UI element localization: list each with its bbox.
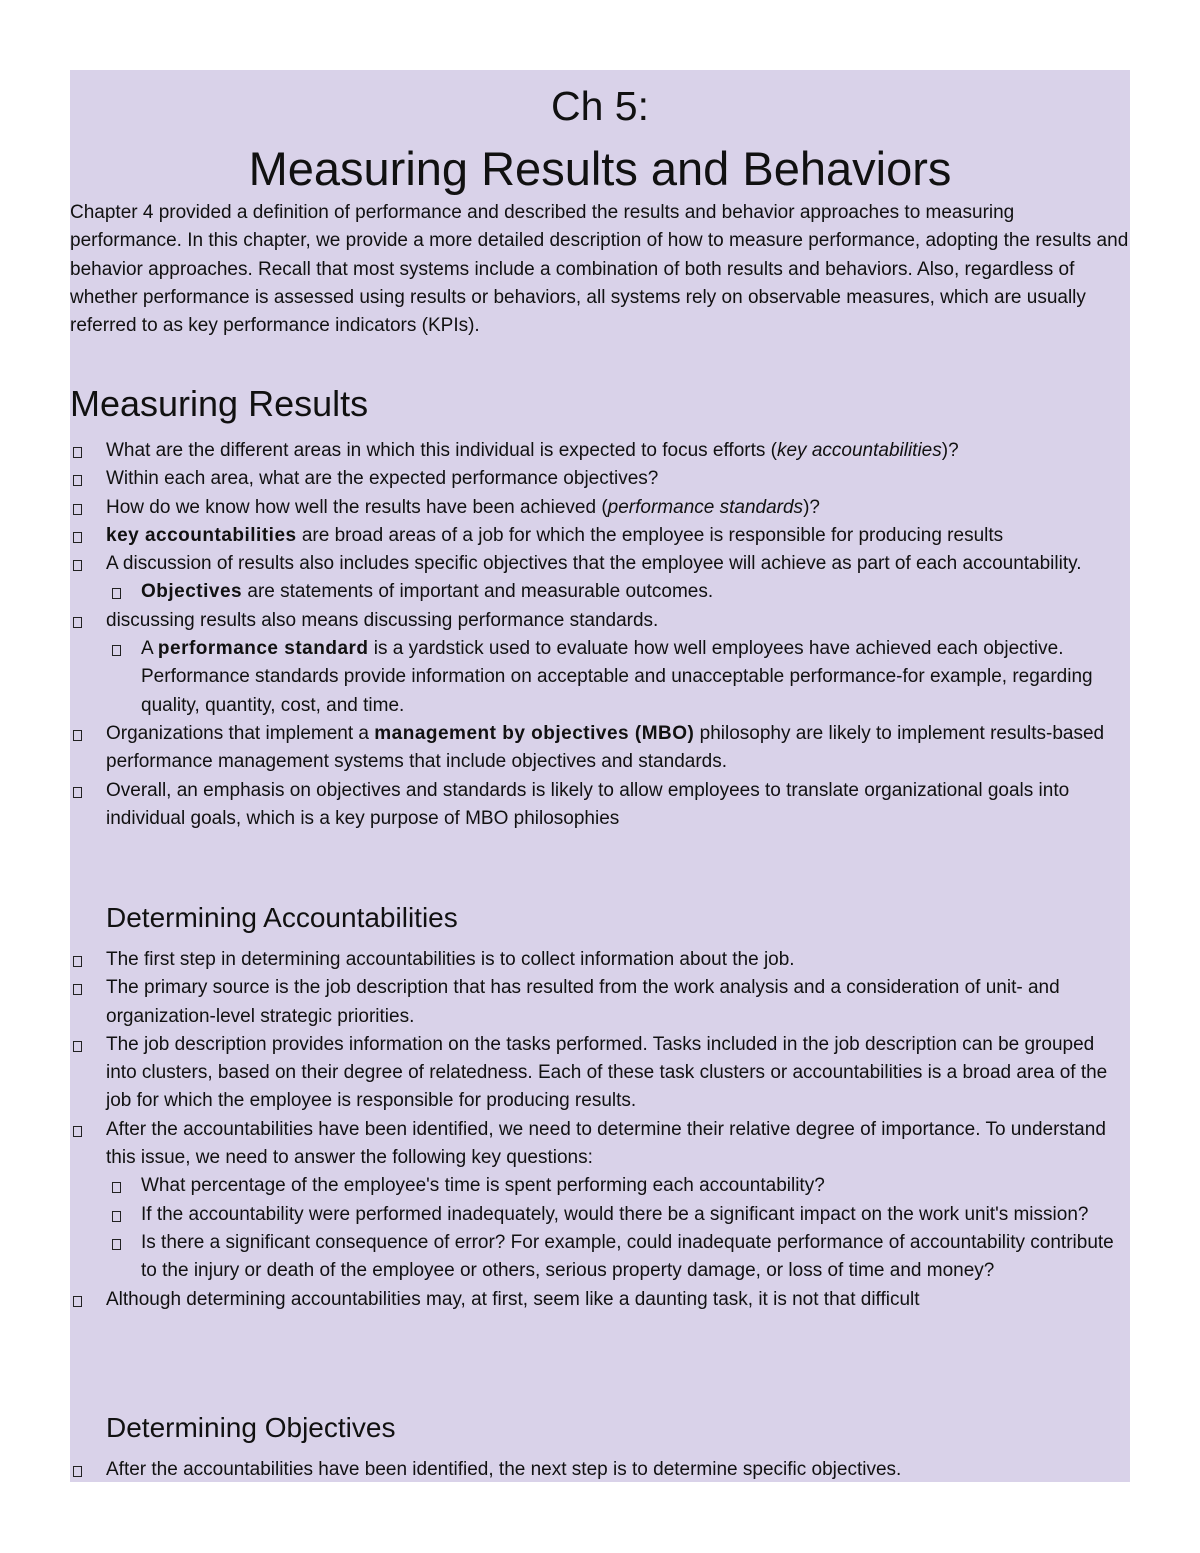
item-text: A (141, 638, 158, 660)
intro-paragraph: Chapter 4 provided a definition of performance and described the results and behavior approaches to measuring performance. In this chapter, we provide a more detailed description of how to measure performance, adopting the results and behavior approaches. Recall that most systems include a combination of both results and behaviors. Also, regardless of whether performance is assessed using results or behaviors, all systems rely on observable measures, which are usually referred to as key performance indicators (KPIs). (70, 202, 1129, 337)
sub-list-item (70, 1201, 1130, 1229)
item-text: What percentage of the employee's time is spent performing each accountability? (141, 1175, 825, 1197)
square-bullet-icon (73, 447, 82, 458)
item-text: are broad areas of a job for which the employee is responsible for producing results (296, 524, 1004, 546)
list-item (70, 946, 1130, 974)
item-text: The primary source is the job description that has resulted from the work analysis and a consideration of unit- and organization-level strategic priorities. (106, 977, 1060, 1027)
item-text: After the accountabilities have been identified, the next step is to determine specific objectives. (106, 1459, 902, 1480)
list-item (70, 1456, 1130, 1484)
list-item (70, 1116, 1130, 1173)
sub-list-item (70, 1229, 1130, 1286)
item-text: Although determining accountabilities may, at first, seem like a daunting task, it is not that difficult (106, 1288, 920, 1310)
list-item (70, 607, 1130, 635)
list-item (70, 974, 1130, 1031)
square-bullet-icon (73, 984, 82, 995)
item-text: is a yardstick used to evaluate how well employees have achieved each objective. Performance standards provide information on acceptable and unacceptable performance-for example, regarding quality, quantity, cost, and time. (141, 638, 1093, 716)
section-heading-measuring-results: Measuring Results (70, 383, 369, 424)
sub-list-item (70, 578, 1130, 606)
sub-list-item (70, 1172, 1130, 1200)
square-bullet-icon (112, 1211, 121, 1222)
sub-list-item (70, 635, 1130, 720)
bullet-list-determining-accountabilities (70, 946, 1130, 1314)
item-text: After the accountabilities have been identified, we need to determine their relative degree of importance. To understand this issue, we need to answer the following key questions: (106, 1118, 1106, 1169)
chapter-number: Ch 5: (551, 83, 649, 129)
item-text: If the accountability were performed inadequately, would there be a significant impact on the work unit's mission? (141, 1203, 1089, 1225)
section-heading-determining-accountabilities: Determining Accountabilities (106, 902, 458, 933)
list-item (70, 550, 1130, 578)
list-item (70, 720, 1130, 777)
section-heading-determining-objectives: Determining Objectives (106, 1412, 396, 1443)
square-bullet-icon (73, 504, 82, 515)
italic-term: performance standards (607, 496, 804, 518)
list-item (70, 777, 1130, 834)
item-text: philosophy are likely to implement results-based performance management systems that include objectives and standards. (106, 722, 1105, 773)
bold-term: performance standard (157, 638, 369, 660)
list-item (70, 465, 1130, 493)
bold-term: management by objectives (MBO) (374, 722, 695, 744)
square-bullet-icon (112, 1239, 121, 1250)
item-text: Overall, an emphasis on objectives and standards is likely to allow employees to translate organizational goals into individual goals, which is a key purpose of MBO philosophies (106, 779, 1070, 829)
square-bullet-icon (73, 617, 82, 628)
item-text: The job description provides information on the tasks performed. Tasks included in the job description can be grouped into clusters, based on their degree of relatedness. Each of these task clusters or accountabilities is a broad area of the job for which the employee is responsible for producing results. (106, 1033, 1108, 1112)
item-text: discussing results also means discussing performance standards. (106, 609, 659, 631)
square-bullet-icon (73, 730, 82, 741)
chapter-title: Measuring Results and Behaviors (248, 142, 952, 195)
square-bullet-icon (73, 532, 82, 543)
item-text: are statements of important and measurable outcomes. (242, 581, 714, 603)
list-item (70, 522, 1130, 550)
square-bullet-icon (112, 645, 121, 656)
item-text: A discussion of results also includes specific objectives that the employee will achieve as part of each accountability. (106, 553, 1082, 575)
square-bullet-icon (73, 787, 82, 798)
item-text: )? (803, 496, 820, 518)
square-bullet-icon (73, 1296, 82, 1307)
item-text: Within each area, what are the expected performance objectives? (106, 468, 659, 490)
square-bullet-icon (73, 475, 82, 486)
bold-term: key accountabilities (106, 524, 297, 546)
item-text: )? (941, 440, 959, 461)
square-bullet-icon (73, 1041, 82, 1052)
bullet-list-measuring-results (70, 437, 1130, 833)
square-bullet-icon (112, 1182, 121, 1193)
list-item (70, 437, 1130, 465)
item-text: Organizations that implement a (106, 722, 375, 744)
square-bullet-icon (73, 1126, 82, 1137)
square-bullet-icon (73, 560, 82, 571)
italic-term: key accountabilities (776, 440, 942, 461)
item-text: How do we know how well the results have been achieved ( (106, 496, 608, 518)
bullet-list-determining-objectives (70, 1456, 1130, 1484)
document-page (70, 70, 1130, 1482)
bold-term: Objectives (141, 581, 243, 603)
item-text: The first step in determining accountabilities is to collect information about the job. (106, 949, 795, 970)
square-bullet-icon (73, 1466, 82, 1477)
square-bullet-icon (112, 588, 121, 599)
list-item (70, 494, 1130, 522)
list-item (70, 1286, 1130, 1314)
item-text: What are the different areas in which this individual is expected to focus efforts ( (106, 440, 777, 461)
list-item (70, 1031, 1130, 1116)
item-text: Is there a significant consequence of error? For example, could inadequate performance of accountability contribute to the injury or death of the employee or others, serious property damage, or loss of time and money? (141, 1231, 1114, 1282)
square-bullet-icon (73, 956, 82, 967)
